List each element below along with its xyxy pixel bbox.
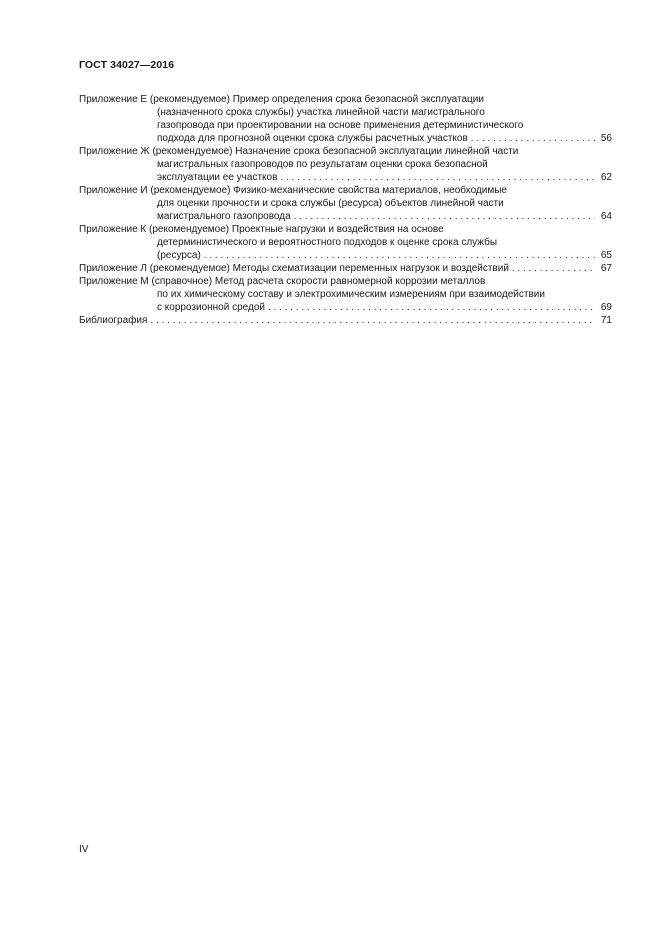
toc-entry-text: эксплуатации ее участков bbox=[157, 172, 278, 183]
toc-entry-lastline bbox=[79, 249, 612, 262]
page-number-footer: IV bbox=[79, 844, 89, 855]
toc-entry-appendix-e[interactable] bbox=[79, 93, 612, 145]
toc-entry-text: Библиография bbox=[79, 315, 148, 326]
toc-entry-appendix-m[interactable] bbox=[79, 275, 612, 314]
toc-page-number: 56 bbox=[600, 133, 612, 144]
toc-entry-line: (назначенного срока службы) участка линейной части магистрального bbox=[157, 107, 485, 118]
toc-entry-lastline bbox=[79, 171, 612, 184]
toc-page-number: 65 bbox=[600, 250, 612, 261]
toc-entry-lastline bbox=[79, 210, 612, 223]
dot-leader bbox=[268, 301, 595, 314]
dot-leader bbox=[512, 262, 595, 275]
document-header: ГОСТ 34027—2016 bbox=[79, 59, 175, 71]
dot-leader bbox=[204, 249, 595, 262]
toc-entry-text: (ресурса) bbox=[157, 250, 201, 261]
dot-leader bbox=[294, 210, 595, 223]
toc-entry-lastline bbox=[79, 301, 612, 314]
toc-page-number: 71 bbox=[600, 315, 612, 326]
toc-entry-lastline bbox=[79, 262, 612, 275]
toc-entry-line: Приложение Ж (рекомендуемое) Назначение срока безопасной эксплуатации линейной части bbox=[79, 146, 519, 157]
toc-entry-lastline bbox=[79, 132, 612, 145]
dot-leader bbox=[280, 171, 595, 184]
toc-entry-line: Приложение Е (рекомендуемое) Пример определения срока безопасной эксплуатации bbox=[79, 94, 484, 105]
toc-entry-line: Приложение И (рекомендуемое) Физико-механические свойства материалов, необходимые bbox=[79, 185, 507, 196]
toc-entry-text: с коррозионной средой bbox=[157, 302, 265, 313]
toc-entry-text: магистрального газопровода bbox=[157, 211, 291, 222]
toc-entry-appendix-i[interactable] bbox=[79, 184, 612, 223]
toc-page-number: 64 bbox=[600, 211, 612, 222]
toc-entry-lastline bbox=[79, 314, 612, 327]
toc-entry-appendix-k[interactable] bbox=[79, 223, 612, 262]
toc-entry-line: по их химическому составу и электрохимическим измерениям при взаимодействии bbox=[157, 289, 545, 300]
toc-page-number: 67 bbox=[600, 263, 612, 274]
toc-entry-line: детерминистического и вероятностного подходов к оценке срока службы bbox=[157, 237, 498, 248]
toc-entry-text: Приложение Л (рекомендуемое) Методы схематизации переменных нагрузок и воздействий bbox=[79, 263, 509, 274]
toc-entry-line: для оценки прочности и срока службы (ресурса) объектов линейной части bbox=[157, 198, 504, 209]
toc-entry-appendix-l[interactable] bbox=[79, 262, 612, 275]
dot-leader bbox=[150, 314, 595, 327]
toc-entry-text: подхода для прогнозной оценки срока службы расчетных участков bbox=[157, 133, 468, 144]
toc-entry-line: Приложение К (рекомендуемое) Проектные нагрузки и воздействия на основе bbox=[79, 224, 444, 235]
toc-entry-line: магистральных газопроводов по результатам оценки срока безопасной bbox=[157, 159, 488, 170]
dot-leader bbox=[471, 132, 595, 145]
toc-entry-line: Приложение М (справочное) Метод расчета скорости равномерной коррозии металлов bbox=[79, 276, 486, 287]
toc-entry-bibliography[interactable] bbox=[79, 314, 612, 327]
toc-page-number: 62 bbox=[600, 172, 612, 183]
table-of-contents bbox=[79, 93, 612, 327]
toc-entry-appendix-zh[interactable] bbox=[79, 145, 612, 184]
toc-entry-line: газопровода при проектировании на основе применения детерминистического bbox=[157, 120, 524, 131]
toc-page-number: 69 bbox=[600, 302, 612, 313]
